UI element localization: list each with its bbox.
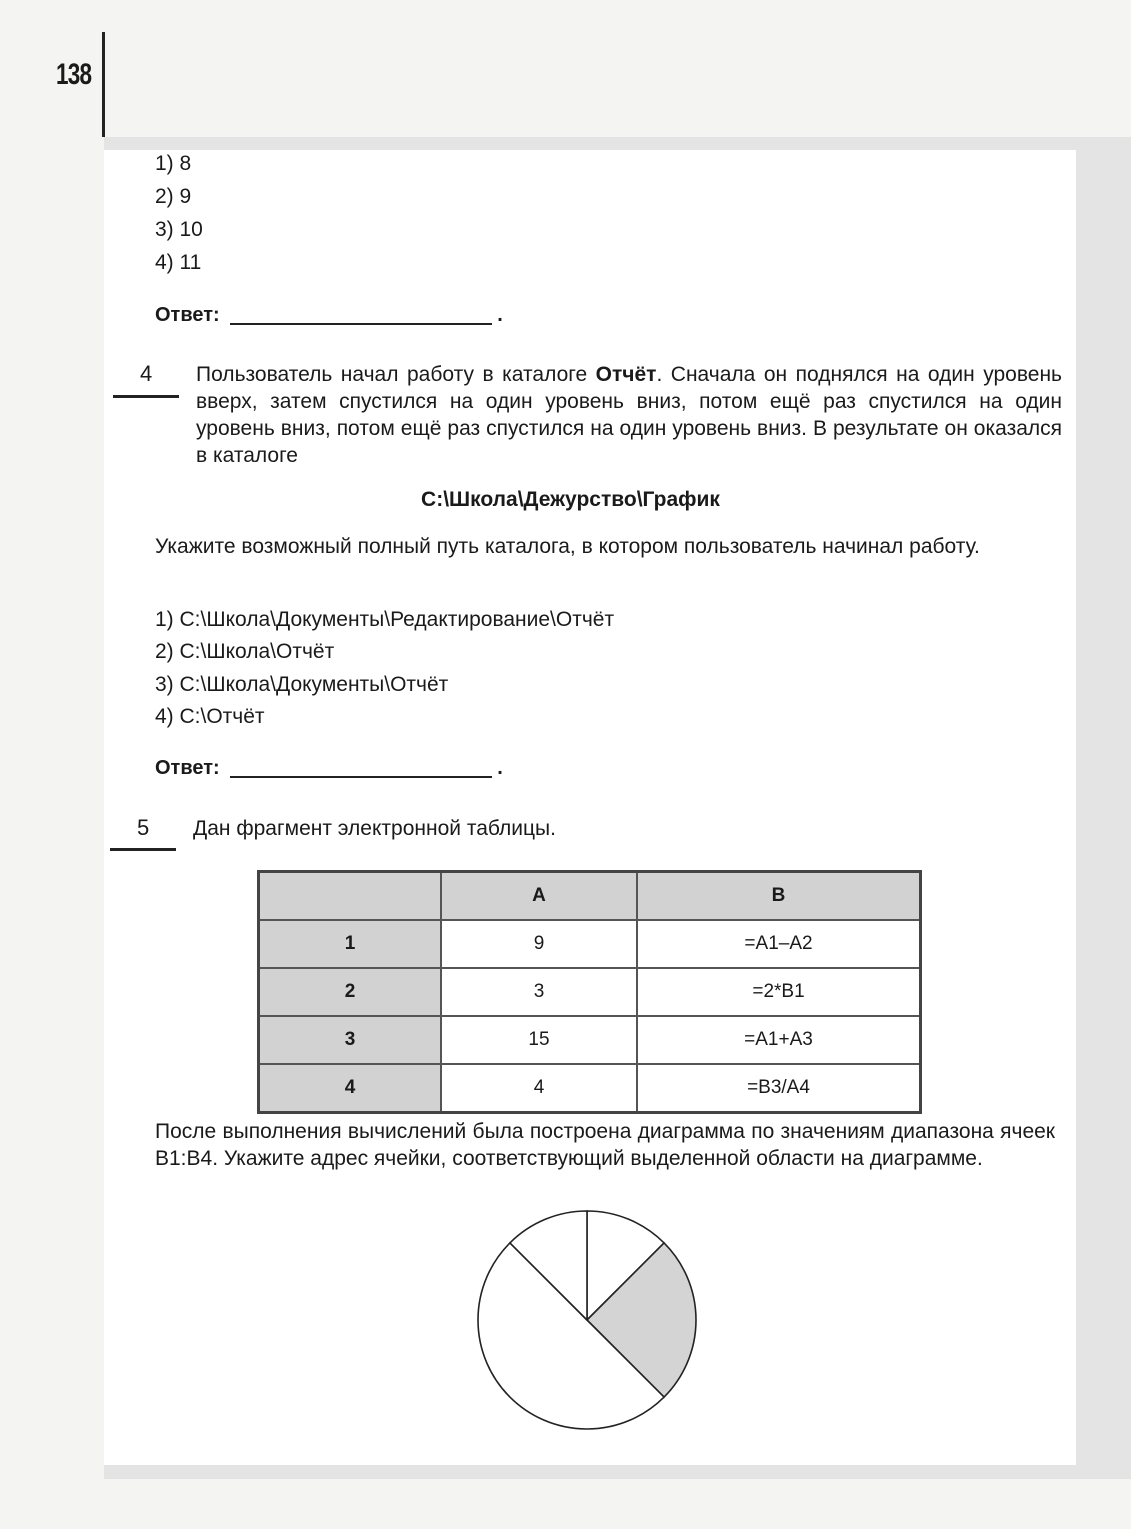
cell-a: 15 bbox=[441, 1016, 637, 1064]
page-number: 138 bbox=[56, 58, 92, 91]
q4-option-3: 3) С:\Школа\Документы\Отчёт bbox=[155, 673, 449, 696]
column-header-b: B bbox=[637, 872, 921, 921]
q5-number: 5 bbox=[137, 815, 150, 840]
q4-bar bbox=[113, 395, 179, 398]
q4-option-1: 1) С:\Школа\Документы\Редактирование\Отчёт bbox=[155, 608, 615, 631]
row-header: 1 bbox=[259, 920, 442, 968]
cell-b: =A1+A3 bbox=[637, 1016, 921, 1064]
column-header-a: A bbox=[441, 872, 637, 921]
q5-bar bbox=[110, 848, 176, 851]
row-header: 3 bbox=[259, 1016, 442, 1064]
table-row bbox=[259, 920, 921, 968]
table-row bbox=[259, 968, 921, 1016]
q5-text: После выполнения вычислений была построена диаграмма по значениям диапазона ячеек B1:B4. Укажите адрес ячейки, соответствующий выделенной области на диаграмме. bbox=[155, 1120, 1055, 1170]
q3-option-3: 3) 10 bbox=[155, 218, 203, 241]
pie-chart bbox=[470, 1205, 710, 1445]
cell-a: 3 bbox=[441, 968, 637, 1016]
q4-option-4: 4) С:\Отчёт bbox=[155, 705, 265, 728]
q4-text bbox=[196, 361, 1062, 469]
cell-b: =A1–A2 bbox=[637, 920, 921, 968]
answer-label: Ответ: bbox=[155, 304, 220, 326]
answer-line[interactable] bbox=[230, 758, 492, 778]
q4-option-2: 2) С:\Школа\Отчёт bbox=[155, 640, 335, 663]
q4-text-post: . Сначала он поднялся на один уровень вверх, затем спустился на один уровень вниз, потом ещё раз спустился на один уровень вниз, потом ещё раз спустился на один уровень вниз. В результате он оказался в каталоге bbox=[196, 363, 1062, 467]
q4-number: 4 bbox=[140, 361, 153, 386]
cell-b: =B3/A4 bbox=[637, 1064, 921, 1113]
table-row bbox=[259, 1016, 921, 1064]
table-row bbox=[259, 1064, 921, 1113]
answer-line[interactable] bbox=[230, 305, 492, 325]
q3-option-1: 1) 8 bbox=[155, 152, 192, 175]
cell-b: =2*B1 bbox=[637, 968, 921, 1016]
row-header: 2 bbox=[259, 968, 442, 1016]
cell-a: 4 bbox=[441, 1064, 637, 1113]
q4-path: С:\Школа\Дежурство\График bbox=[421, 488, 720, 511]
q3-answer: Ответ: . bbox=[155, 304, 503, 326]
table-header-row bbox=[259, 872, 921, 921]
q3-option-2: 2) 9 bbox=[155, 185, 192, 208]
answer-label: Ответ: bbox=[155, 757, 220, 779]
margin-rule bbox=[102, 32, 105, 137]
q4-answer: Ответ: . bbox=[155, 757, 503, 779]
q4-question: Укажите возможный полный путь каталога, в котором пользователь начинал работу. bbox=[155, 535, 980, 558]
q5-intro: Дан фрагмент электронной таблицы. bbox=[193, 817, 556, 840]
spreadsheet-table bbox=[257, 870, 922, 1114]
corner-cell bbox=[259, 872, 442, 921]
row-header: 4 bbox=[259, 1064, 442, 1113]
q3-option-4: 4) 11 bbox=[155, 251, 202, 274]
q4-text-pre: Пользователь начал работу в каталоге bbox=[196, 363, 596, 386]
q4-text-bold: Отчёт bbox=[595, 363, 657, 386]
cell-a: 9 bbox=[441, 920, 637, 968]
